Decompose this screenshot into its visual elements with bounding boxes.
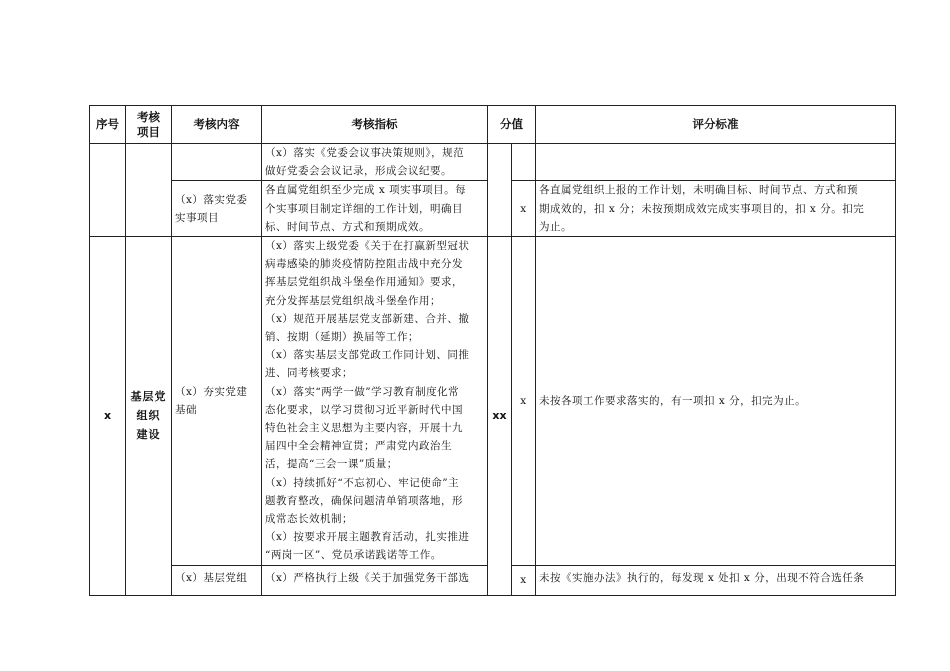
- standard-cell-empty: [536, 144, 896, 181]
- content-cell: [172, 237, 262, 566]
- indicator-cell: [262, 237, 488, 566]
- item-cell-empty: [126, 144, 172, 237]
- header-indicator: 考核指标: [262, 106, 488, 144]
- standard-text: 未按各项工作要求落实的，有一项扣 x 分，扣完为止。: [539, 394, 807, 407]
- table-row: [90, 144, 896, 181]
- score-cell: [512, 565, 536, 595]
- content-cell: [172, 181, 262, 237]
- header-item: 考核 项目: [126, 106, 172, 144]
- item-cell: [126, 237, 172, 596]
- header-content: 考核内容: [172, 106, 262, 144]
- indicator-text: （x）严格执行上级《关于加强党务干部选: [265, 572, 470, 585]
- indicator-cell: [262, 181, 488, 237]
- indicator-text: （x）落实《党委会议事决策规则》，规范 做好党委会会议记录，形成会议纪要。: [265, 147, 465, 178]
- seq-cell: [90, 237, 126, 596]
- content-cell: [172, 565, 262, 595]
- indicator-cell: [262, 565, 488, 595]
- header-seq: 序号: [90, 106, 126, 144]
- standard-cell: [536, 181, 896, 237]
- content-cell-empty: [172, 144, 262, 181]
- header-row: [90, 106, 896, 144]
- item-text: 基层党 组织 建设: [130, 390, 167, 442]
- group-score-cell: [488, 237, 512, 596]
- score-cell: [512, 181, 536, 237]
- assessment-table: [89, 105, 896, 596]
- score-value: x: [520, 394, 527, 407]
- score-value: x: [520, 574, 527, 587]
- group-score-value: xx: [492, 409, 507, 423]
- content-text: （x）基层党组: [175, 572, 248, 585]
- indicator-cell: [262, 144, 488, 181]
- standard-cell: [536, 565, 896, 595]
- indicator-text: 各直属党组织至少完成 x 项实事项目。每 个实事项目制定详细的工作计划，明确目 标、时间节点、方式和预期成效。: [265, 184, 467, 233]
- header-standard: 评分标准: [536, 106, 896, 144]
- table-row: [90, 237, 896, 566]
- score-value: x: [520, 202, 527, 215]
- standard-text: 各直属党组织上报的工作计划，未明确目标、时间节点、方式和预 期成效的，扣 x 分；未按预期成效完成实事项目的，扣 x 分。扣完 为止。: [539, 184, 865, 233]
- content-text: （x）落实党委 实事项目: [175, 193, 248, 224]
- score-cell-empty: [512, 144, 536, 181]
- score-cell: [512, 237, 536, 566]
- content-text: （x）夯实党建 基础: [175, 385, 248, 416]
- header-score: 分值: [488, 106, 536, 144]
- seq-value: x: [103, 409, 112, 423]
- group-score-cell-empty: [488, 144, 512, 237]
- seq-cell-empty: [90, 144, 126, 237]
- standard-cell: [536, 237, 896, 566]
- standard-text: 未按《实施办法》执行的，每发现 x 处扣 x 分，出现不符合选任条: [539, 572, 865, 585]
- indicator-text: （x）落实上级党委《关于在打赢新型冠状 病毒感染的肺炎疫情防控阻击战中充分发 挥基层党组织战斗堡垒作用通知》要求， 充分发挥基层党组织战斗堡垒作用； （x）规范开展基层党支部新建、合并、撤 销、按期（延期）换届等工作； （x）落实基层支部党政工作同计划、同推 进、同考核要求； （x）落实“两学一做”学习教育制度化常 态化要求，以学习贯彻习近平新时代中国 特色社会主义思想为主要内容，开展十九 届四中全会精神宣贯；严肃党内政治生 活，提高“三会一课”质量； （x）持续抓好“不忘初心、牢记使命”主 题教育整改，确保问题清单销项落地，形 成常态长效机制； （x）按要求开展主题教育活动，扎实推进 “两岗一区”、党员承诺践诺等工作。: [265, 240, 470, 562]
